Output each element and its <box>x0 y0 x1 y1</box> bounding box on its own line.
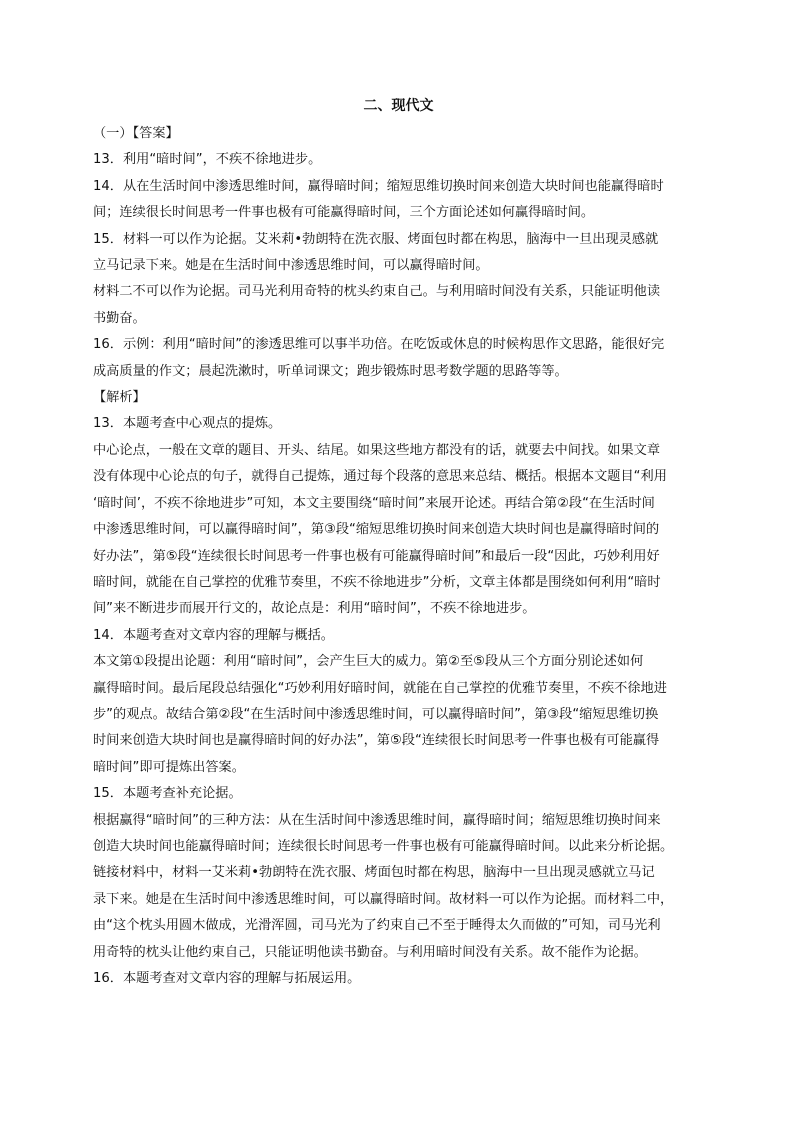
paragraph-line: 根据赢得“暗时间”的三种方法：从在生活时间中渗透思维时间，赢得暗时间；缩短思维切换时间来 <box>93 812 661 828</box>
paragraph-line: 成高质量的作文；晨起洗漱时，听单词课文；跑步锻炼时思考数学题的思路等等。 <box>93 363 568 379</box>
paragraph-line: 暗时间”即可提炼出答案。 <box>93 759 245 775</box>
paragraph-line: 链接材料中，材料一艾米莉•勃朗特在洗衣服、烤面包时都在构思，脑海中一旦出现灵感就立马记 <box>93 865 655 881</box>
paragraph-line: 赢得暗时间。最后尾段总结强化“巧妙利用好暗时间，就能在自己掌控的优雅节奏里，不疾不徐地进 <box>93 680 667 696</box>
paragraph-line: 用奇特的枕头让他约束自己，只能证明他读书勤奋。与利用暗时间没有关系。故不能作为论据。 <box>93 944 647 960</box>
document-body <box>93 121 704 992</box>
paragraph-line: 时间来创造大块时间也是赢得暗时间的好办法”，第⑤段“连续很长时间思考一件事也极有可能赢得 <box>93 733 660 749</box>
paragraph-line: 15．材料一可以作为论据。艾米莉•勃朗特在洗衣服、烤面包时都在构思，脑海中一旦出现灵感就 <box>93 231 659 247</box>
paragraph-line: 16．本题考查对文章内容的理解与拓展运用。 <box>93 971 361 986</box>
paragraph-line: 本文第①段提出论题：利用“暗时间”，会产生巨大的威力。第②至⑤段从三个方面分别论述如何 <box>93 654 644 670</box>
paragraph-line: 中渗透思维时间，可以赢得暗时间”，第③段“缩短思维切换时间来创造大块时间也是赢得暗时间的 <box>93 522 660 538</box>
heading-analysis: 【解析】 <box>93 390 146 406</box>
heading-answer: （一）【答案】 <box>93 126 179 141</box>
paragraph-line: 14．从在生活时间中渗透思维时间，赢得暗时间；缩短思维切换时间来创造大块时间也能赢得暗时 <box>93 178 664 194</box>
paragraph-line: 没有体现中心论点的句子，就得自己提炼，通过每个段落的意思来总结、概括。根据本文题目“利用 <box>93 469 667 485</box>
paragraph-line: 14．本题考查对文章内容的理解与概括。 <box>93 627 334 643</box>
paragraph-line: 15．本题考查补充论据。 <box>93 786 242 802</box>
paragraph-line: 录下来。她是在生活时间中渗透思维时间，可以赢得暗时间。故材料一可以作为论据。而材料二中， <box>93 891 674 907</box>
paragraph-line: 步”的观点。故结合第②段“在生活时间中渗透思维时间，可以赢得暗时间”，第③段“缩短思维切换 <box>93 706 659 722</box>
paragraph-line: 立马记录下来。她是在生活时间中渗透思维时间，可以赢得暗时间。 <box>93 258 489 274</box>
paragraph-line: ‘暗时间’，不疾不徐地进步”可知，本文主要围绕“暗时间”来展开论述。再结合第②段“在生活时间 <box>93 495 655 511</box>
paragraph-line: 中心论点，一般在文章的题目、开头、结尾。如果这些地方都没有的话，就要去中间找。如果文章 <box>93 442 661 458</box>
paragraph-line: 材料二不可以作为论据。司马光利用奇特的枕头约束自己。与利用暗时间没有关系，只能证明他读 <box>93 284 661 300</box>
paragraph-line: 暗时间，就能在自己掌控的优雅节奏里，不疾不徐地进步”分析，文章主体都是围绕如何利用“暗时 <box>93 574 661 590</box>
paragraph-line: 书勤奋。 <box>93 310 146 326</box>
paragraph-line: 间；连续很长时间思考一件事也极有可能赢得暗时间，三个方面论述如何赢得暗时间。 <box>93 205 595 221</box>
paragraph-line: 13．本题考查中心观点的提炼。 <box>93 416 282 432</box>
section-title: 二、现代文 <box>363 98 434 114</box>
paragraph-line: 13．利用“暗时间”，不疾不徐地进步。 <box>93 152 322 168</box>
paragraph-line: 16．示例：利用“暗时间”的渗透思维可以事半功倍。在吃饭或休息的时候构思作文思路，能很好完 <box>93 337 665 353</box>
paragraph-line: 由“这个枕头用圆木做成，光滑浑圆，司马光为了约束自己不至于睡得太久而做的”可知，司马光利 <box>93 918 661 934</box>
paragraph-line: 间”来不断进步而展开行文的，故论点是：利用“暗时间”，不疾不徐地进步。 <box>93 601 536 617</box>
paragraph-line: 好办法”，第⑤段“连续很长时间思考一件事也极有可能赢得暗时间”和最后一段“因此，巧妙利用好 <box>93 548 660 564</box>
paragraph-line: 创造大块时间也能赢得暗时间；连续很长时间思考一件事也极有可能赢得暗时间。以此来分析论据。 <box>93 838 674 854</box>
